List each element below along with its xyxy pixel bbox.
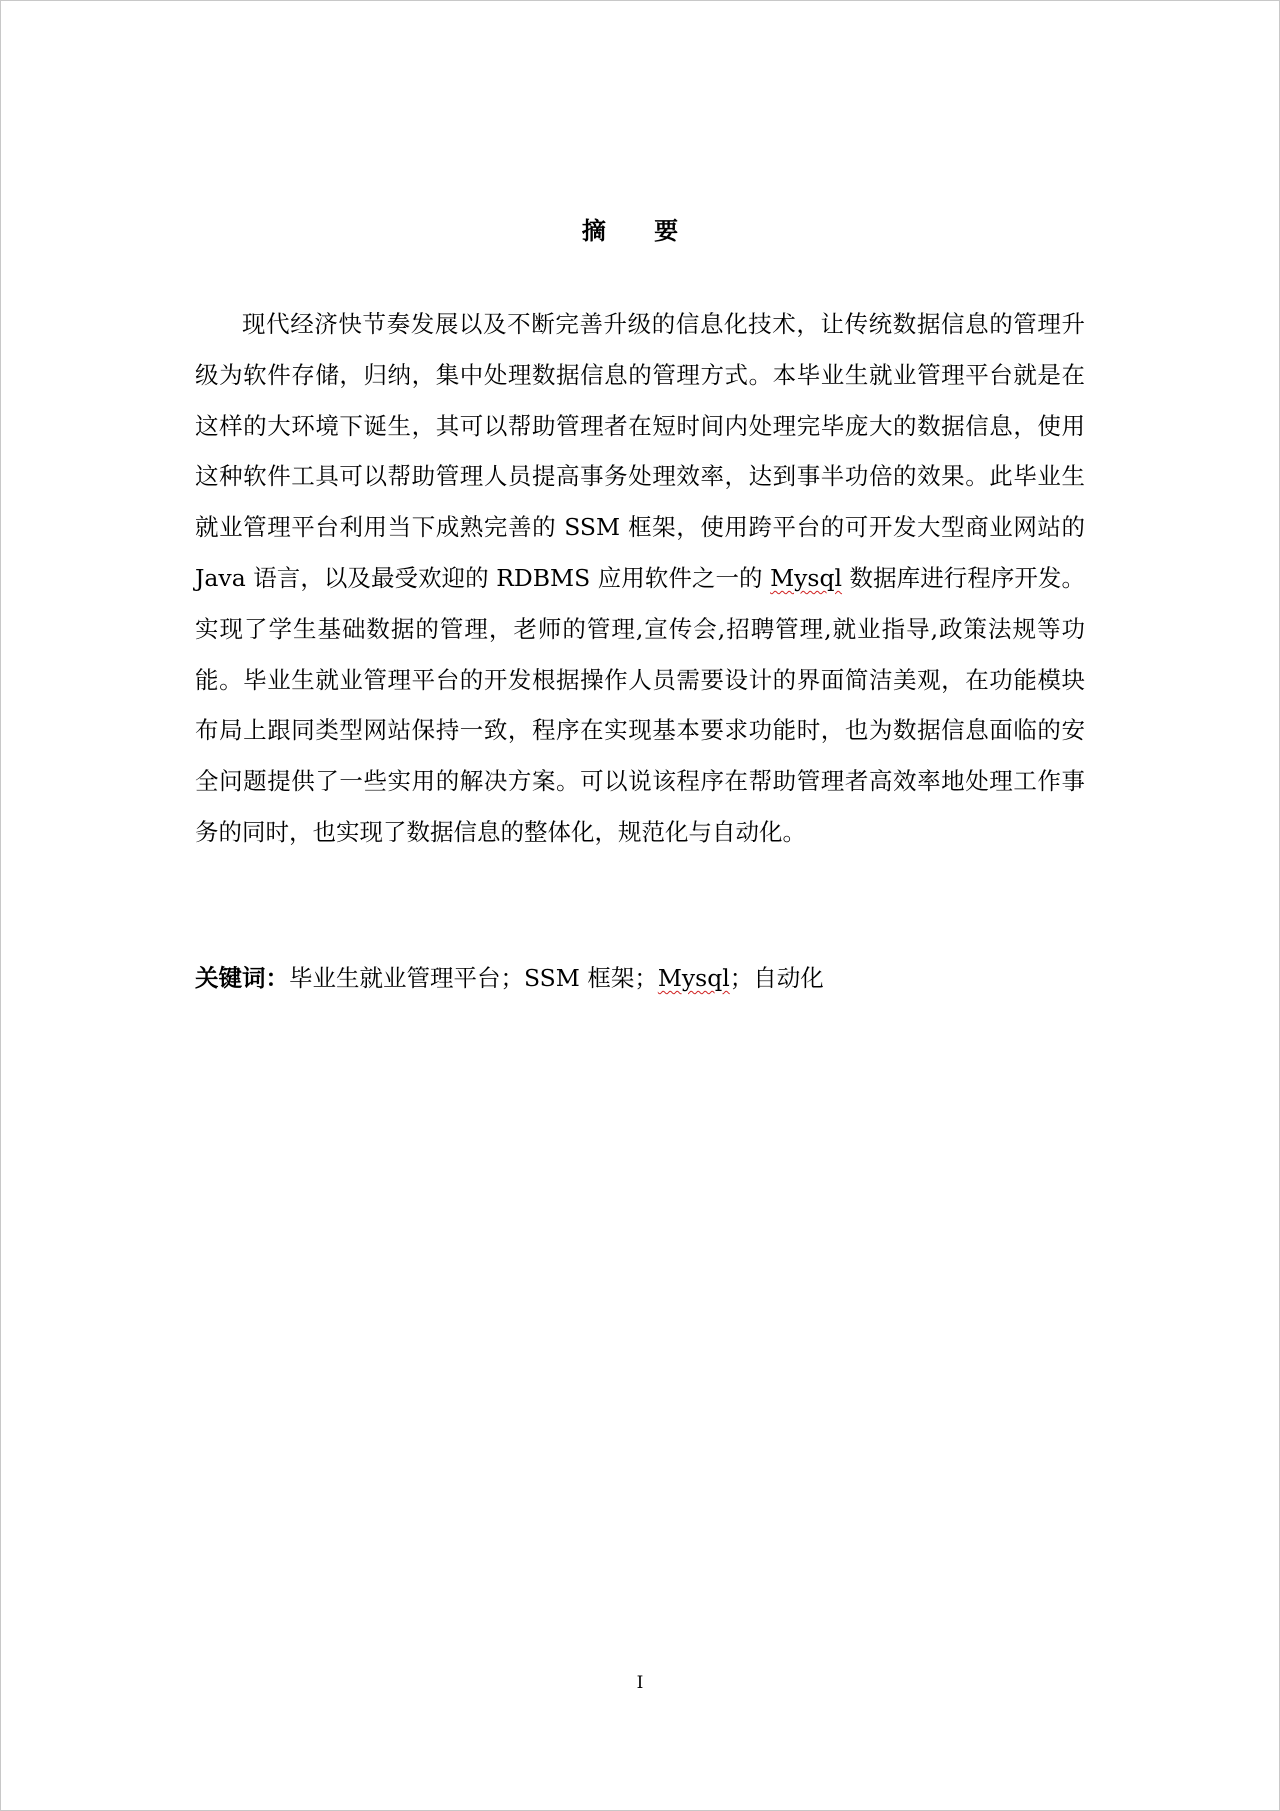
abstract-title: 摘 要 (581, 216, 699, 245)
page-number: I (636, 1673, 644, 1693)
keywords-label: 关键词： (195, 964, 289, 992)
keywords-line (195, 953, 1085, 1003)
abstract-text-part2: 数据库进行程序开发。实现了学生基础数据的管理，老师的管理,宣传会,招聘管理,就业指导,政策法规等功能。毕业生就业管理平台的开发根据操作人员需要设计的界面简洁美观，在功能模块布局上跟同类型网站保持一致，程序在实现基本要求功能时，也为数据信息面临的安全问题提供了一些实用的解决方案。可以说该程序在帮助管理者高效率地处理工作事务的同时，也实现了数据信息的整体化，规范化与自动化。 (195, 563, 1085, 846)
abstract-text-part1: 现代经济快节奏发展以及不断完善升级的信息化技术，让传统数据信息的管理升级为软件存储，归纳，集中处理数据信息的管理方式。本毕业生就业管理平台就是在这样的大环境下诞生，其可以帮助管理者在短时间内处理完毕庞大的数据信息，使用这种软件工具可以帮助管理人员提高事务处理效率，达到事半功倍的效果。此毕业生就业管理平台利用当下成熟完善的 SSM 框架，使用跨平台的可开发大型商业网站的 Java 语言，以及最受欢迎的 RDBMS 应用软件之一的 (195, 310, 1085, 592)
spellcheck-keyword-mysql: Mysql (657, 964, 730, 992)
keywords-text-part2: ；自动化 (729, 964, 824, 992)
abstract-body (195, 299, 1085, 858)
spellcheck-term-mysql: Mysql (770, 563, 843, 592)
keywords-text-part1: 毕业生就业管理平台；SSM 框架； (289, 964, 658, 992)
